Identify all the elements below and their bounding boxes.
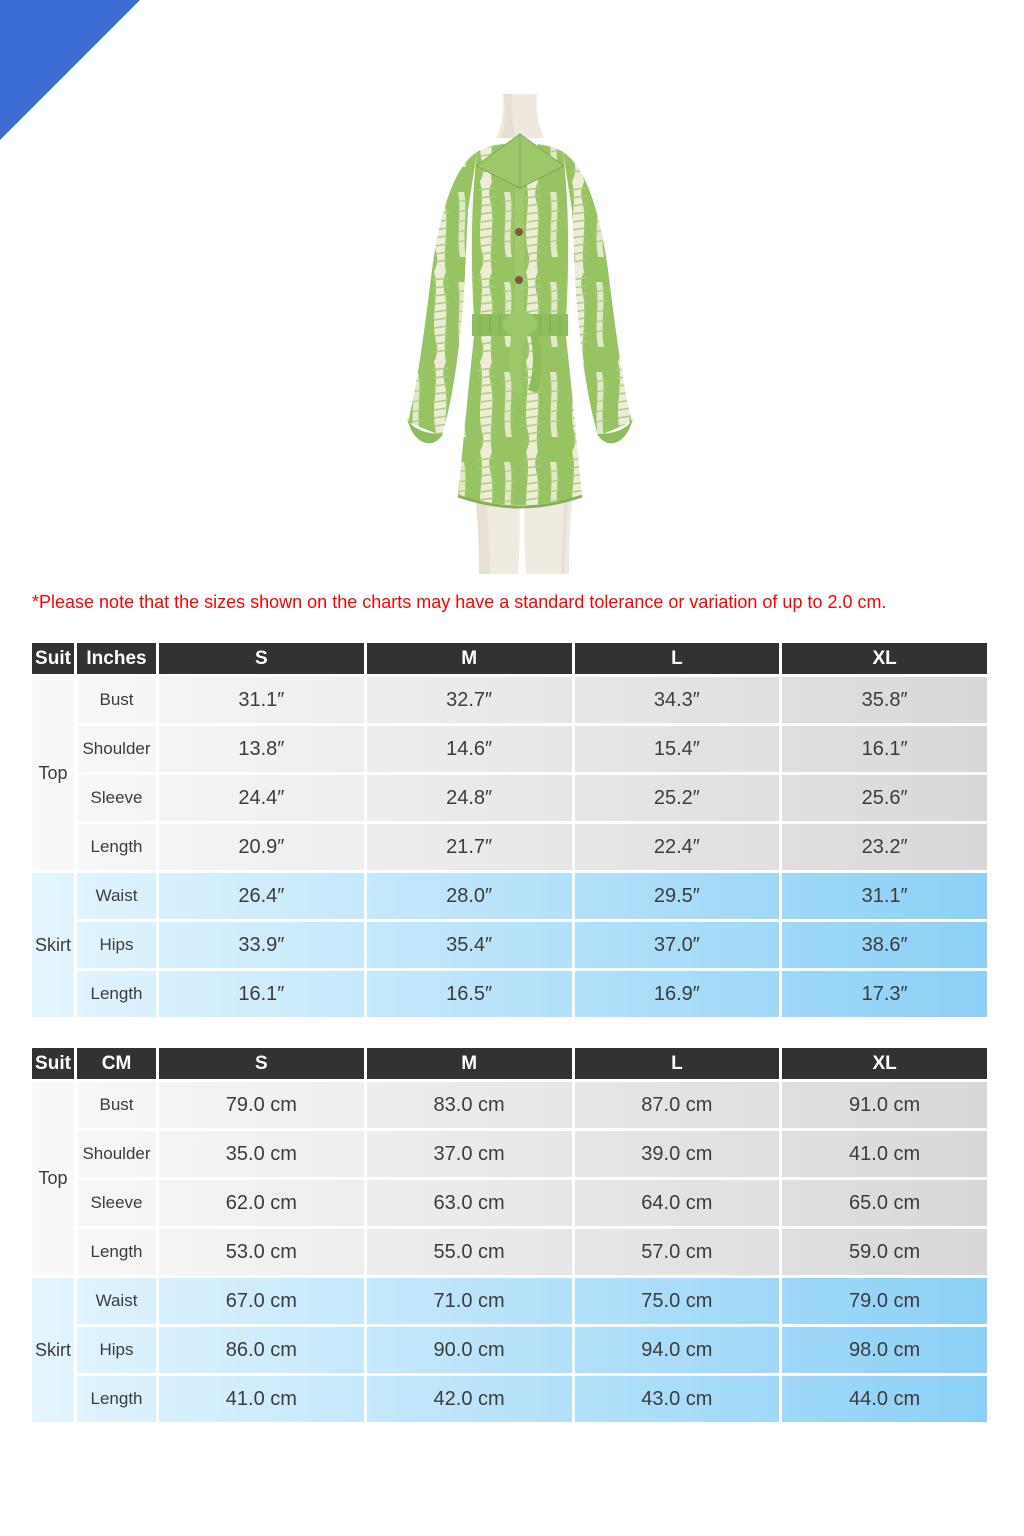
table-row <box>32 1131 990 1180</box>
size-value: 43.0 cm <box>575 1376 783 1425</box>
header-unit-cm: CM <box>77 1048 159 1082</box>
size-value: 35.0 cm <box>159 1131 367 1180</box>
size-value: 33.9″ <box>159 922 367 971</box>
size-value: 44.0 cm <box>782 1376 990 1425</box>
header-size-m: M <box>367 1048 575 1082</box>
size-value: 57.0 cm <box>575 1229 783 1278</box>
size-value: 67.0 cm <box>159 1278 367 1327</box>
header-size-m: M <box>367 643 575 677</box>
size-value: 23.2″ <box>782 824 990 873</box>
size-value: 25.6″ <box>782 775 990 824</box>
row-label: Sleeve <box>77 1180 159 1229</box>
table-row <box>32 971 990 1020</box>
table-row <box>32 1082 990 1131</box>
size-value: 29.5″ <box>575 873 783 922</box>
header-size-xl: XL <box>782 643 990 677</box>
size-value: 22.4″ <box>575 824 783 873</box>
table-header-row <box>32 1048 990 1082</box>
table-row <box>32 1376 990 1425</box>
table-row <box>32 1278 990 1327</box>
mannequin-outfit-illustration <box>378 92 662 576</box>
size-value: 98.0 cm <box>782 1327 990 1376</box>
size-table-cm <box>32 1048 990 1425</box>
size-value: 62.0 cm <box>159 1180 367 1229</box>
size-chart-banner-label: SIZE CHART <box>6 145 110 249</box>
row-label: Bust <box>77 677 159 726</box>
table-row <box>32 1327 990 1376</box>
size-value: 37.0 cm <box>367 1131 575 1180</box>
size-value: 16.1″ <box>782 726 990 775</box>
size-value: 64.0 cm <box>575 1180 783 1229</box>
size-value: 94.0 cm <box>575 1327 783 1376</box>
size-table-inches <box>32 643 990 1020</box>
table-row <box>32 677 990 726</box>
header-size-xl: XL <box>782 1048 990 1082</box>
size-value: 86.0 cm <box>159 1327 367 1376</box>
row-label: Hips <box>77 922 159 971</box>
header-size-s: S <box>159 1048 367 1082</box>
size-value: 20.9″ <box>159 824 367 873</box>
table-row <box>32 824 990 873</box>
row-label: Length <box>77 824 159 873</box>
header-unit-inches: Inches <box>77 643 159 677</box>
size-value: 31.1″ <box>159 677 367 726</box>
size-value: 24.8″ <box>367 775 575 824</box>
size-value: 31.1″ <box>782 873 990 922</box>
group-top: Top <box>32 1082 77 1278</box>
group-skirt: Skirt <box>32 873 77 1020</box>
row-label: Shoulder <box>77 1131 159 1180</box>
row-label: Waist <box>77 873 159 922</box>
size-value: 37.0″ <box>575 922 783 971</box>
size-value: 41.0 cm <box>782 1131 990 1180</box>
header-size-l: L <box>575 1048 783 1082</box>
size-value: 17.3″ <box>782 971 990 1020</box>
size-value: 35.4″ <box>367 922 575 971</box>
size-value: 38.6″ <box>782 922 990 971</box>
size-value: 16.5″ <box>367 971 575 1020</box>
header-suit: Suit <box>32 643 77 677</box>
group-skirt: Skirt <box>32 1278 77 1425</box>
table-header-row <box>32 643 990 677</box>
size-value: 25.2″ <box>575 775 783 824</box>
row-label: Length <box>77 971 159 1020</box>
row-label: Waist <box>77 1278 159 1327</box>
product-photo <box>378 92 662 576</box>
size-chart-banner <box>0 0 140 249</box>
size-value: 34.3″ <box>575 677 783 726</box>
size-value: 35.8″ <box>782 677 990 726</box>
size-value: 79.0 cm <box>782 1278 990 1327</box>
size-value: 83.0 cm <box>367 1082 575 1131</box>
row-label: Length <box>77 1376 159 1425</box>
size-value: 16.9″ <box>575 971 783 1020</box>
header-suit: Suit <box>32 1048 77 1082</box>
size-value: 32.7″ <box>367 677 575 726</box>
size-value: 63.0 cm <box>367 1180 575 1229</box>
group-top: Top <box>32 677 77 873</box>
table-row <box>32 775 990 824</box>
size-value: 71.0 cm <box>367 1278 575 1327</box>
size-value: 65.0 cm <box>782 1180 990 1229</box>
table-row <box>32 922 990 971</box>
size-value: 16.1″ <box>159 971 367 1020</box>
header-size-l: L <box>575 643 783 677</box>
size-value: 53.0 cm <box>159 1229 367 1278</box>
size-value: 13.8″ <box>159 726 367 775</box>
size-value: 55.0 cm <box>367 1229 575 1278</box>
row-label: Hips <box>77 1327 159 1376</box>
size-value: 15.4″ <box>575 726 783 775</box>
size-value: 90.0 cm <box>367 1327 575 1376</box>
row-label: Shoulder <box>77 726 159 775</box>
tolerance-note: *Please note that the sizes shown on the charts may have a standard tolerance or variation of up to 2.0 cm. <box>32 592 887 612</box>
size-value: 75.0 cm <box>575 1278 783 1327</box>
table-row <box>32 873 990 922</box>
table-row <box>32 1229 990 1278</box>
header-size-s: S <box>159 643 367 677</box>
size-value: 14.6″ <box>367 726 575 775</box>
table-row <box>32 1180 990 1229</box>
size-value: 91.0 cm <box>782 1082 990 1131</box>
table-row <box>32 726 990 775</box>
size-value: 28.0″ <box>367 873 575 922</box>
size-value: 87.0 cm <box>575 1082 783 1131</box>
size-value: 39.0 cm <box>575 1131 783 1180</box>
size-value: 26.4″ <box>159 873 367 922</box>
size-value: 41.0 cm <box>159 1376 367 1425</box>
size-value: 21.7″ <box>367 824 575 873</box>
row-label: Bust <box>77 1082 159 1131</box>
row-label: Length <box>77 1229 159 1278</box>
size-value: 42.0 cm <box>367 1376 575 1425</box>
row-label: Sleeve <box>77 775 159 824</box>
size-value: 79.0 cm <box>159 1082 367 1131</box>
size-value: 24.4″ <box>159 775 367 824</box>
size-value: 59.0 cm <box>782 1229 990 1278</box>
